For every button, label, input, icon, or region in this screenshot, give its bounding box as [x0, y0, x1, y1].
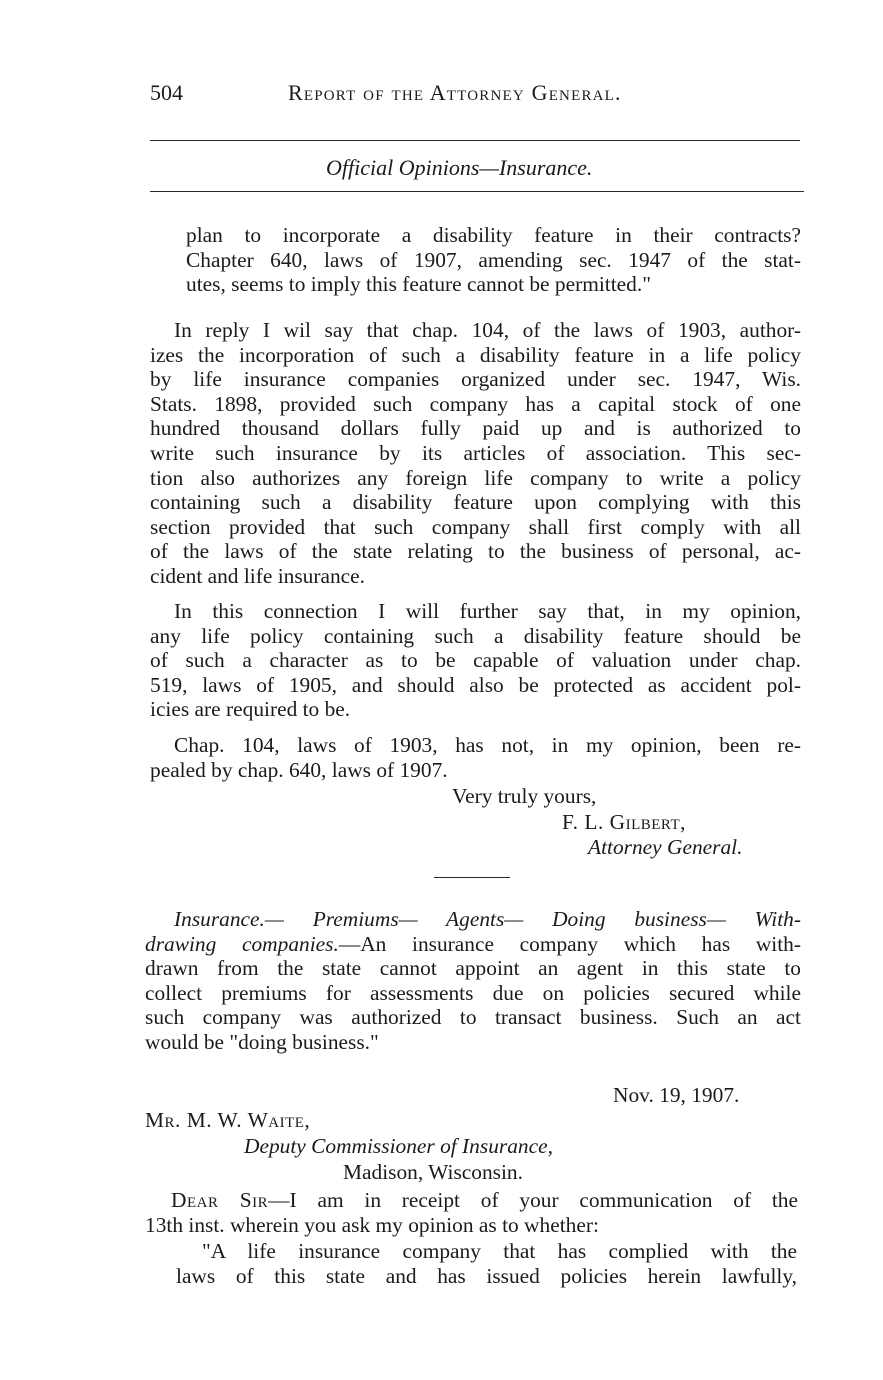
headnote: [145, 907, 801, 1055]
headnote-text: —An insurance company which has with-: [338, 931, 801, 956]
text-line: Chap. 104, laws of 1903, has not, in my opinion, been re-: [174, 733, 801, 757]
addressee-name: Mr. M. W. Waite,: [145, 1108, 311, 1132]
text-line: hundred thousand dollars fully paid up and is authorized to: [150, 416, 801, 441]
closing: Very truly yours,: [452, 784, 597, 808]
body-text: —I am in receipt of your communication of the: [268, 1188, 798, 1212]
signer-title: Attorney General.: [588, 835, 743, 859]
text-line: "A life insurance company that has complied with the: [202, 1239, 797, 1263]
text-line: pealed by chap. 640, laws of 1907.: [150, 757, 448, 782]
letter-body: [145, 1188, 798, 1237]
header-rule-bottom: [150, 191, 804, 192]
text-line: Chapter 640, laws of 1907, amending sec. 1947 of the stat-: [186, 247, 801, 272]
text-line: In reply I wil say that chap. 104, of the laws of 1903, author-: [174, 318, 801, 342]
text-line: icies are required to be.: [150, 697, 351, 722]
text-line: tion also authorizes any foreign life company to write a policy: [150, 465, 801, 490]
text-line: section provided that such company shall first comply with all: [150, 514, 801, 539]
text-line: plan to incorporate a disability feature in their contracts?: [186, 223, 801, 247]
section-divider: [434, 877, 510, 878]
running-title: Report of the Attorney General.: [288, 80, 622, 105]
text-line: utes, seems to imply this feature cannot be permitted.": [186, 272, 651, 297]
text-line: 519, laws of 1905, and should also be protected as accident pol-: [150, 672, 801, 697]
text-line: izes the incorporation of such a disability feature in a life policy: [150, 342, 801, 367]
connection-paragraph: [150, 599, 801, 722]
text-line: [145, 1188, 798, 1213]
headnote-line: such company was authorized to transact business. Such an act: [145, 1005, 801, 1030]
continuation-quote: [186, 223, 801, 297]
text-line: of the laws of the state relating to the business of personal, ac-: [150, 539, 801, 564]
addressee-title: Deputy Commissioner of Insurance,: [244, 1134, 553, 1158]
text-line: In this connection I will further say that, in my opinion,: [174, 599, 801, 623]
headnote-line: [145, 932, 801, 957]
section-title: Official Opinions—Insurance.: [326, 155, 593, 180]
text-line: 13th inst. wherein you ask my opinion as to whether:: [145, 1212, 599, 1237]
text-line: cident and life insurance.: [150, 563, 366, 588]
inquiry-quote: [176, 1239, 797, 1288]
headnote-topic-cont: drawing companies.: [145, 931, 339, 956]
page-number: 504: [150, 80, 183, 105]
addressee-city: Madison, Wisconsin.: [343, 1160, 523, 1184]
salutation: Dear Sir: [171, 1188, 269, 1212]
headnote-line: collect premiums for assessments due on policies secured while: [145, 980, 801, 1005]
text-line: by life insurance companies organized under sec. 1947, Wis.: [150, 367, 801, 392]
repeal-paragraph: [150, 733, 801, 782]
text-line: laws of this state and has issued policies herein lawfully,: [176, 1263, 797, 1288]
headnote-line: would be "doing business.": [145, 1029, 379, 1054]
signer-name: F. L. Gilbert,: [562, 810, 687, 834]
text-line: of such a character as to be capable of valuation under chap.: [150, 648, 801, 673]
headnote-line: drawn from the state cannot appoint an agent in this state to: [145, 956, 801, 981]
text-line: Stats. 1898, provided such company has a capital stock of one: [150, 391, 801, 416]
headnote-topic: Insurance.— Premiums— Agents— Doing business— With-: [174, 907, 801, 931]
text-line: any life policy containing such a disability feature should be: [150, 623, 801, 648]
letter-date: Nov. 19, 1907.: [613, 1083, 740, 1107]
text-line: containing such a disability feature upon complying with this: [150, 490, 801, 515]
text-line: write such insurance by its articles of association. This sec-: [150, 440, 801, 465]
reply-paragraph: [150, 318, 801, 589]
header-rule-top: [150, 140, 800, 141]
